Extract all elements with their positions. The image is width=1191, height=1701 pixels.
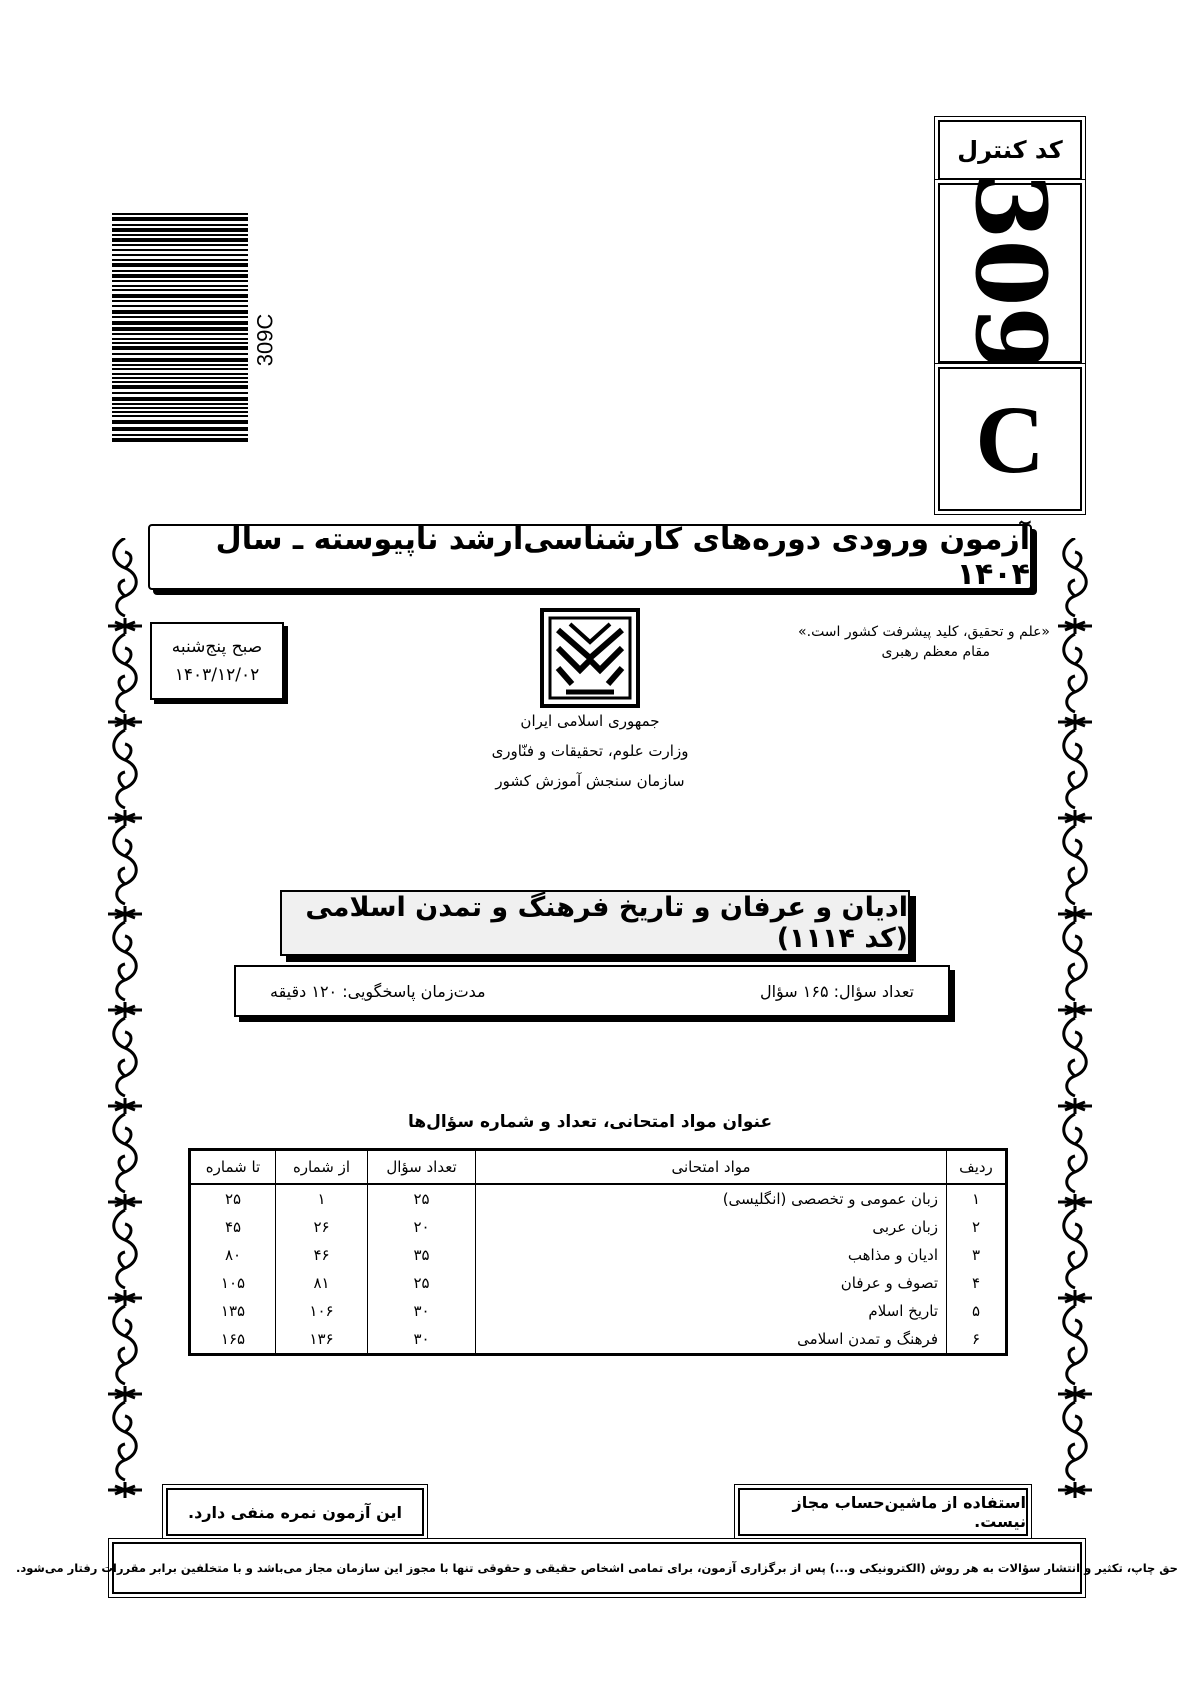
org-line-3: سازمان سنجش آموزش کشور <box>495 772 685 790</box>
to-number-cell: ۱۰۵ <box>190 1269 276 1297</box>
question-count-cell: ۳۵ <box>368 1241 476 1269</box>
table-row <box>190 1325 1007 1355</box>
row-number: ۳ <box>947 1241 1007 1269</box>
to-number-cell: ۱۳۵ <box>190 1297 276 1325</box>
header-row-number: ردیف <box>947 1150 1007 1185</box>
subject-name: ادیان و مذاهب <box>476 1241 947 1269</box>
session-day: صبح پنج‌شنبه <box>171 637 263 657</box>
quote-author: مقام معظم رهبری <box>881 644 990 660</box>
ornament-border-right <box>1050 538 1100 1498</box>
control-code-label: کد کنترل <box>938 120 1082 180</box>
quote-text: «علم و تحقیق، کلید پیشرفت کشور است.» <box>798 624 1050 640</box>
subject-name: زبان عمومی و تخصصی (انگلیسی) <box>476 1184 947 1213</box>
question-count-cell: ۲۵ <box>368 1184 476 1213</box>
header-question-count: تعداد سؤال <box>368 1150 476 1185</box>
header-to-number: تا شماره <box>190 1150 276 1185</box>
table-row <box>190 1184 1007 1213</box>
subject-name: تاریخ اسلام <box>476 1297 947 1325</box>
from-number-cell: ۱۳۶ <box>276 1325 368 1355</box>
header-subject: مواد امتحانی <box>476 1150 947 1185</box>
from-number-cell: ۱ <box>276 1184 368 1213</box>
organization-block <box>460 706 720 796</box>
row-number: ۴ <box>947 1269 1007 1297</box>
negative-marking-notice: این آزمون نمره منفی دارد. <box>166 1488 424 1536</box>
question-count-cell: ۲۰ <box>368 1213 476 1241</box>
to-number-cell: ۸۰ <box>190 1241 276 1269</box>
barcode <box>112 213 248 443</box>
table-row <box>190 1269 1007 1297</box>
subject-title: ادیان و عرفان و تاریخ فرهنگ و تمدن اسلامی (کد ۱۱۱۴) <box>280 890 910 956</box>
session-date: ۱۴۰۳/۱۲/۰۲ <box>174 665 260 685</box>
question-count-cell: ۳۰ <box>368 1325 476 1355</box>
control-number-text: 309 <box>954 172 1068 374</box>
to-number-cell: ۱۶۵ <box>190 1325 276 1355</box>
org-line-2: وزارت علوم، تحقیقات و فنّاوری <box>491 742 689 760</box>
row-number: ۱ <box>947 1184 1007 1213</box>
from-number-cell: ۲۶ <box>276 1213 368 1241</box>
table-row <box>190 1241 1007 1269</box>
org-line-1: جمهوری اسلامی ایران <box>520 712 660 730</box>
exam-duration: مدت‌زمان پاسخگویی: ۱۲۰ دقیقه <box>270 981 486 1001</box>
to-number-cell: ۲۵ <box>190 1184 276 1213</box>
from-number-cell: ۱۰۶ <box>276 1297 368 1325</box>
subject-name: فرهنگ و تمدن اسلامی <box>476 1325 947 1355</box>
sanjesh-logo-icon <box>540 608 640 708</box>
table-row <box>190 1213 1007 1241</box>
control-code-number <box>938 172 1082 374</box>
leader-quote <box>740 622 1050 662</box>
calculator-notice: استفاده از ماشین‌حساب مجاز نیست. <box>738 1488 1028 1536</box>
from-number-cell: ۸۱ <box>276 1269 368 1297</box>
barcode-text: 309C <box>252 313 277 367</box>
to-number-cell: ۴۵ <box>190 1213 276 1241</box>
row-number: ۵ <box>947 1297 1007 1325</box>
barcode-label <box>250 300 280 380</box>
subjects-table <box>188 1148 1008 1356</box>
copyright-notice: حق چاپ، تکثیر و انتشار سؤالات به هر روش (الکترونیکی و...) پس از برگزاری آزمون، برای تمامی اشخاص حقیقی و حقوقی تنها با مجوز این سازمان مجاز می‌باشد و با متخلفین برابر مقررات رفتار می‌شود. <box>112 1542 1082 1594</box>
table-row <box>190 1297 1007 1325</box>
from-number-cell: ۴۶ <box>276 1241 368 1269</box>
header-from-number: از شماره <box>276 1150 368 1185</box>
subject-name: زبان عربی <box>476 1213 947 1241</box>
session-date-box <box>150 622 284 700</box>
exam-title: آزمون ورودی دوره‌های کارشناسی‌ارشد ناپیوسته ـ سال ۱۴۰۴ <box>148 524 1032 590</box>
booklet-letter: C <box>938 367 1082 511</box>
subject-name: تصوف و عرفان <box>476 1269 947 1297</box>
table-title: عنوان مواد امتحانی، تعداد و شماره سؤال‌ها <box>407 1112 773 1132</box>
question-count-cell: ۲۵ <box>368 1269 476 1297</box>
exam-info-box <box>234 965 950 1017</box>
question-count: تعداد سؤال: ۱۶۵ سؤال <box>759 981 914 1001</box>
table-header-row <box>190 1150 1007 1185</box>
question-count-cell: ۳۰ <box>368 1297 476 1325</box>
row-number: ۶ <box>947 1325 1007 1355</box>
ornament-border-left <box>100 538 150 1498</box>
row-number: ۲ <box>947 1213 1007 1241</box>
